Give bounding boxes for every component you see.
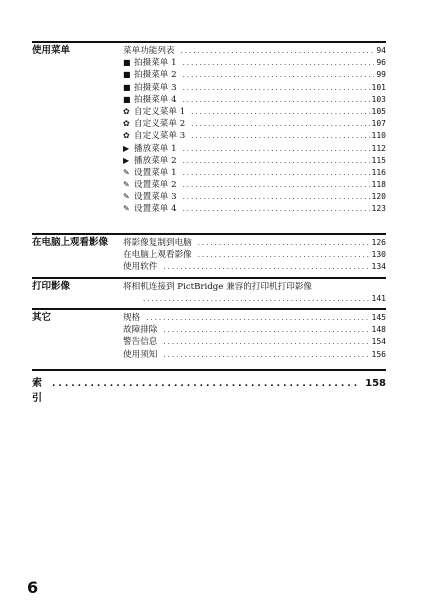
- camera-icon: ■: [123, 94, 131, 104]
- entry-page: 96: [376, 58, 386, 68]
- toc-entry[interactable]: [123, 106, 386, 118]
- entry-page: 145: [371, 313, 386, 322]
- wrench-icon: ✎: [123, 204, 130, 214]
- index-label: 索引: [32, 378, 42, 404]
- wrench-icon: ✎: [123, 192, 130, 202]
- toc-entry[interactable]: [123, 203, 386, 215]
- leader-dots: [163, 336, 369, 348]
- toc-entry[interactable]: [123, 281, 386, 305]
- leader-dots: [183, 155, 370, 167]
- entry-list: [123, 281, 386, 305]
- index-page: 158: [365, 378, 386, 389]
- entry-label: 菜单功能列表: [123, 46, 175, 56]
- leader-dots: [183, 82, 370, 94]
- toc-entry[interactable]: [123, 191, 386, 203]
- entry-label: 拍摄菜单 1: [134, 58, 177, 69]
- wrench-icon: ✎: [123, 167, 130, 177]
- wrench-icon: ✎: [123, 180, 130, 190]
- entry-page: 101: [371, 82, 386, 92]
- entry-page: 94: [376, 46, 386, 55]
- toc-entry[interactable]: [123, 130, 386, 142]
- toc-entry[interactable]: [123, 179, 386, 191]
- entry-label: 拍摄菜单 3: [134, 82, 177, 93]
- leader-dots: [163, 324, 369, 336]
- toc-entry[interactable]: [123, 336, 386, 348]
- playback-icon: ▶: [123, 155, 130, 165]
- entry-page: 110: [371, 131, 386, 141]
- entry-page: 107: [371, 119, 386, 129]
- entry-label: 将相机连接到 PictBridge 兼容的打印机打印影像: [123, 282, 313, 292]
- toc-entry[interactable]: [123, 94, 386, 106]
- leader-dots: [191, 106, 369, 118]
- toc-entry[interactable]: [123, 349, 386, 361]
- entry-label: 在电脑上观看影像: [123, 250, 192, 261]
- section-title: 使用菜单: [32, 45, 71, 56]
- entry-label: 播放菜单 2: [134, 155, 177, 166]
- toc-section: [32, 41, 386, 215]
- index-entry[interactable]: [32, 369, 386, 404]
- entry-list: [123, 45, 386, 216]
- entry-list: [123, 237, 386, 274]
- entry-label: 自定义菜单 1: [134, 106, 186, 117]
- entry-page: 120: [371, 192, 386, 202]
- entry-label: 自定义菜单 3: [134, 131, 186, 142]
- toc-entry[interactable]: [123, 57, 386, 69]
- entry-page: 148: [371, 325, 386, 335]
- section-title: 打印影像: [32, 281, 71, 292]
- leader-dots: [198, 249, 370, 261]
- toc-entry[interactable]: [123, 237, 386, 249]
- leader-dots: [163, 349, 369, 361]
- entry-page: 134: [371, 262, 386, 272]
- leader-dots: [183, 94, 370, 106]
- entry-label: 规格: [123, 313, 141, 323]
- entry-label: 拍摄菜单 4: [134, 94, 177, 105]
- toc-entry[interactable]: [123, 45, 386, 57]
- entry-label: 自定义菜单 2: [134, 119, 186, 130]
- entry-label: 故障排除: [123, 325, 158, 336]
- leader-dots: [183, 203, 370, 215]
- entry-label: 设置菜单 4: [134, 204, 177, 215]
- leader-dots: [146, 312, 369, 324]
- section-title: 其它: [32, 312, 52, 323]
- leader-dots: [198, 237, 370, 249]
- playback-icon: ▶: [123, 143, 130, 153]
- entry-page: 154: [371, 337, 386, 347]
- leader-dots: [183, 179, 370, 191]
- leader-dots: [183, 69, 375, 81]
- leader-dots: [183, 143, 370, 155]
- entry-page: 105: [371, 106, 386, 116]
- entry-list: [123, 312, 386, 361]
- entry-label: 设置菜单 1: [134, 167, 177, 178]
- toc-section: [32, 308, 386, 360]
- entry-page: 118: [371, 180, 386, 190]
- toc-entry[interactable]: [123, 143, 386, 155]
- toc-entry[interactable]: [123, 155, 386, 167]
- entry-page: 126: [371, 238, 386, 247]
- leader-dots: [143, 293, 370, 305]
- entry-page: 141: [371, 294, 386, 304]
- leader-dots: [52, 379, 361, 389]
- toc-entry[interactable]: [123, 69, 386, 81]
- entry-page: 123: [371, 204, 386, 214]
- entry-page: 156: [371, 349, 386, 359]
- section-title: 在电脑上观看影像: [32, 237, 109, 248]
- leader-dots: [163, 261, 369, 273]
- toc-section: [32, 233, 386, 273]
- entry-label: 拍摄菜单 2: [134, 70, 177, 81]
- leader-dots: [183, 167, 370, 179]
- entry-label: 设置菜单 2: [134, 180, 177, 191]
- entry-label: 设置菜单 3: [134, 192, 177, 203]
- entry-page: 130: [371, 250, 386, 260]
- entry-label: 播放菜单 1: [134, 143, 177, 154]
- leader-dots: [191, 130, 369, 142]
- toc-entry[interactable]: [123, 167, 386, 179]
- toc-entry[interactable]: [123, 118, 386, 130]
- leader-dots: [183, 191, 370, 203]
- toc-entry[interactable]: [123, 249, 386, 261]
- entry-page: 115: [371, 155, 386, 165]
- camera-icon: ■: [123, 58, 131, 68]
- entry-page: 103: [371, 94, 386, 104]
- page-number: 6: [27, 578, 39, 597]
- toc-entry[interactable]: [123, 261, 386, 273]
- toc-section: [32, 277, 386, 304]
- camera-icon: ■: [123, 82, 131, 92]
- toc-entry[interactable]: [123, 324, 386, 336]
- entry-label: 使用须知: [123, 349, 158, 360]
- leader-dots: [191, 118, 369, 130]
- entry-label: 使用软件: [123, 262, 158, 273]
- leader-dots: [181, 45, 375, 57]
- leader-dots: [183, 57, 375, 69]
- entry-page: 112: [371, 143, 386, 153]
- entry-page: 99: [376, 70, 386, 80]
- entry-page: 116: [371, 167, 386, 177]
- entry-label: 将影像复制到电脑: [123, 238, 192, 248]
- camera-icon: ■: [123, 70, 131, 80]
- toc-entry[interactable]: [123, 82, 386, 94]
- gear-icon: ✿: [123, 131, 130, 141]
- gear-icon: ✿: [123, 106, 130, 116]
- toc-entry[interactable]: [123, 312, 386, 324]
- entry-label: 警告信息: [123, 337, 158, 348]
- gear-icon: ✿: [123, 119, 130, 129]
